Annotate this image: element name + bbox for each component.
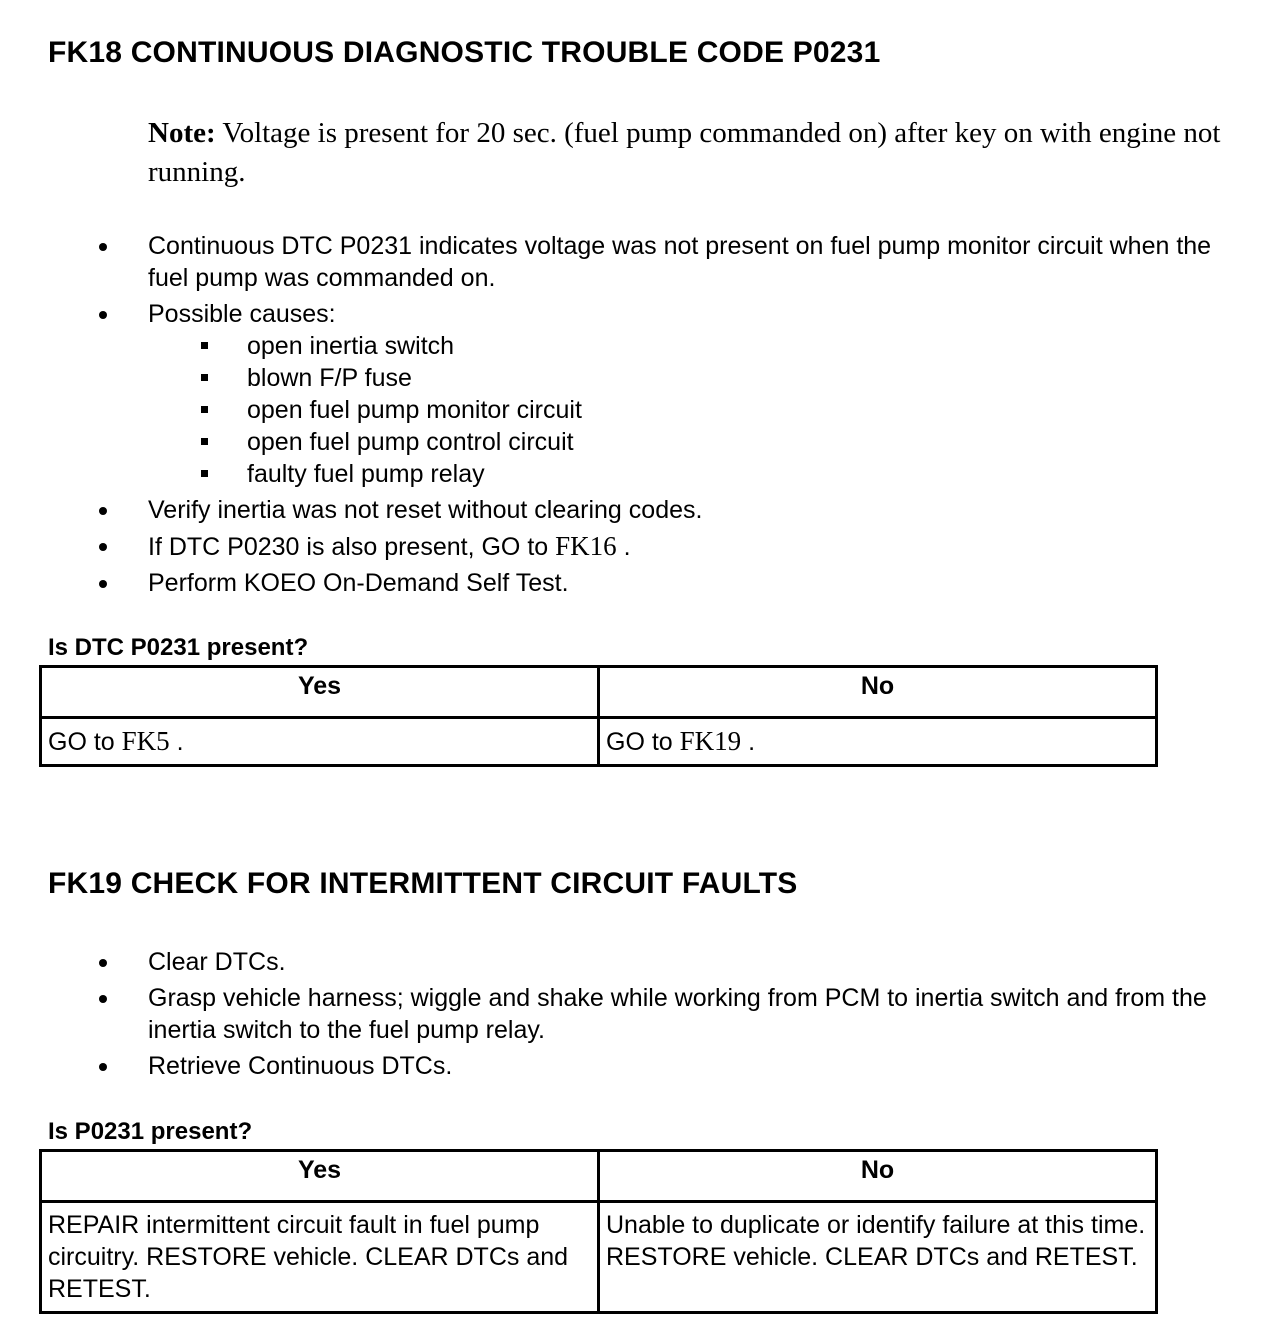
note-label: Note: bbox=[148, 117, 216, 149]
go-to-text: GO to bbox=[48, 728, 122, 756]
fk19-bullet-list bbox=[0, 946, 1228, 1082]
list-item-text: If DTC P0230 is also present, GO to bbox=[148, 533, 556, 561]
list-item: Clear DTCs. bbox=[0, 946, 1228, 978]
section-title-fk19: FK19 CHECK FOR INTERMITTENT CIRCUIT FAULTS bbox=[48, 867, 798, 900]
cause-item: open fuel pump control circuit bbox=[0, 426, 1264, 458]
link-suffix: . bbox=[169, 728, 184, 756]
link-suffix: . bbox=[741, 728, 756, 756]
list-item: Grasp vehicle harness; wiggle and shake while working from PCM to inertia switch and from the inertia switch to the fuel pump relay. bbox=[0, 982, 1228, 1046]
no-cell: Unable to duplicate or identify failure at this time. RESTORE vehicle. CLEAR DTCs and RETEST. bbox=[599, 1202, 1157, 1313]
link-fk19[interactable]: FK19 bbox=[679, 726, 742, 756]
yes-cell: REPAIR intermittent circuit fault in fuel pump circuitry. RESTORE vehicle. CLEAR DTCs and RETEST. bbox=[41, 1202, 599, 1313]
cause-item: faulty fuel pump relay bbox=[0, 458, 1264, 490]
fk18-decision-table bbox=[39, 665, 1158, 767]
fk19-decision-table bbox=[39, 1149, 1158, 1314]
cause-item: open inertia switch bbox=[0, 330, 1264, 362]
list-item: Verify inertia was not reset without clearing codes. bbox=[0, 494, 1228, 526]
header-yes: Yes bbox=[41, 1151, 599, 1202]
list-item: Perform KOEO On-Demand Self Test. bbox=[0, 567, 1228, 599]
link-fk16[interactable]: FK16 bbox=[555, 531, 617, 561]
cause-item: blown F/P fuse bbox=[0, 362, 1264, 394]
section-title-fk18: FK18 CONTINUOUS DIAGNOSTIC TROUBLE CODE P0231 bbox=[48, 36, 881, 69]
header-no: No bbox=[599, 667, 1157, 718]
yes-cell bbox=[41, 718, 599, 766]
cause-item: open fuel pump monitor circuit bbox=[0, 394, 1264, 426]
note bbox=[148, 114, 1248, 192]
header-no: No bbox=[599, 1151, 1157, 1202]
list-item bbox=[0, 530, 1228, 563]
fk18-bullet-list bbox=[0, 230, 1264, 599]
go-to-text: GO to bbox=[606, 728, 680, 756]
header-yes: Yes bbox=[41, 667, 599, 718]
question-fk19: Is P0231 present? bbox=[48, 1118, 253, 1145]
list-item: Possible causes: bbox=[0, 298, 1228, 330]
no-cell bbox=[599, 718, 1157, 766]
link-fk5[interactable]: FK5 bbox=[121, 726, 170, 756]
question-fk18: Is DTC P0231 present? bbox=[48, 634, 309, 661]
list-item: Retrieve Continuous DTCs. bbox=[0, 1050, 1228, 1082]
link-suffix: . bbox=[616, 533, 631, 561]
list-item: Continuous DTC P0231 indicates voltage was not present on fuel pump monitor circuit when the fuel pump was commanded on. bbox=[0, 230, 1228, 294]
note-text: Voltage is present for 20 sec. (fuel pump commanded on) after key on with engine not running. bbox=[148, 117, 1221, 188]
